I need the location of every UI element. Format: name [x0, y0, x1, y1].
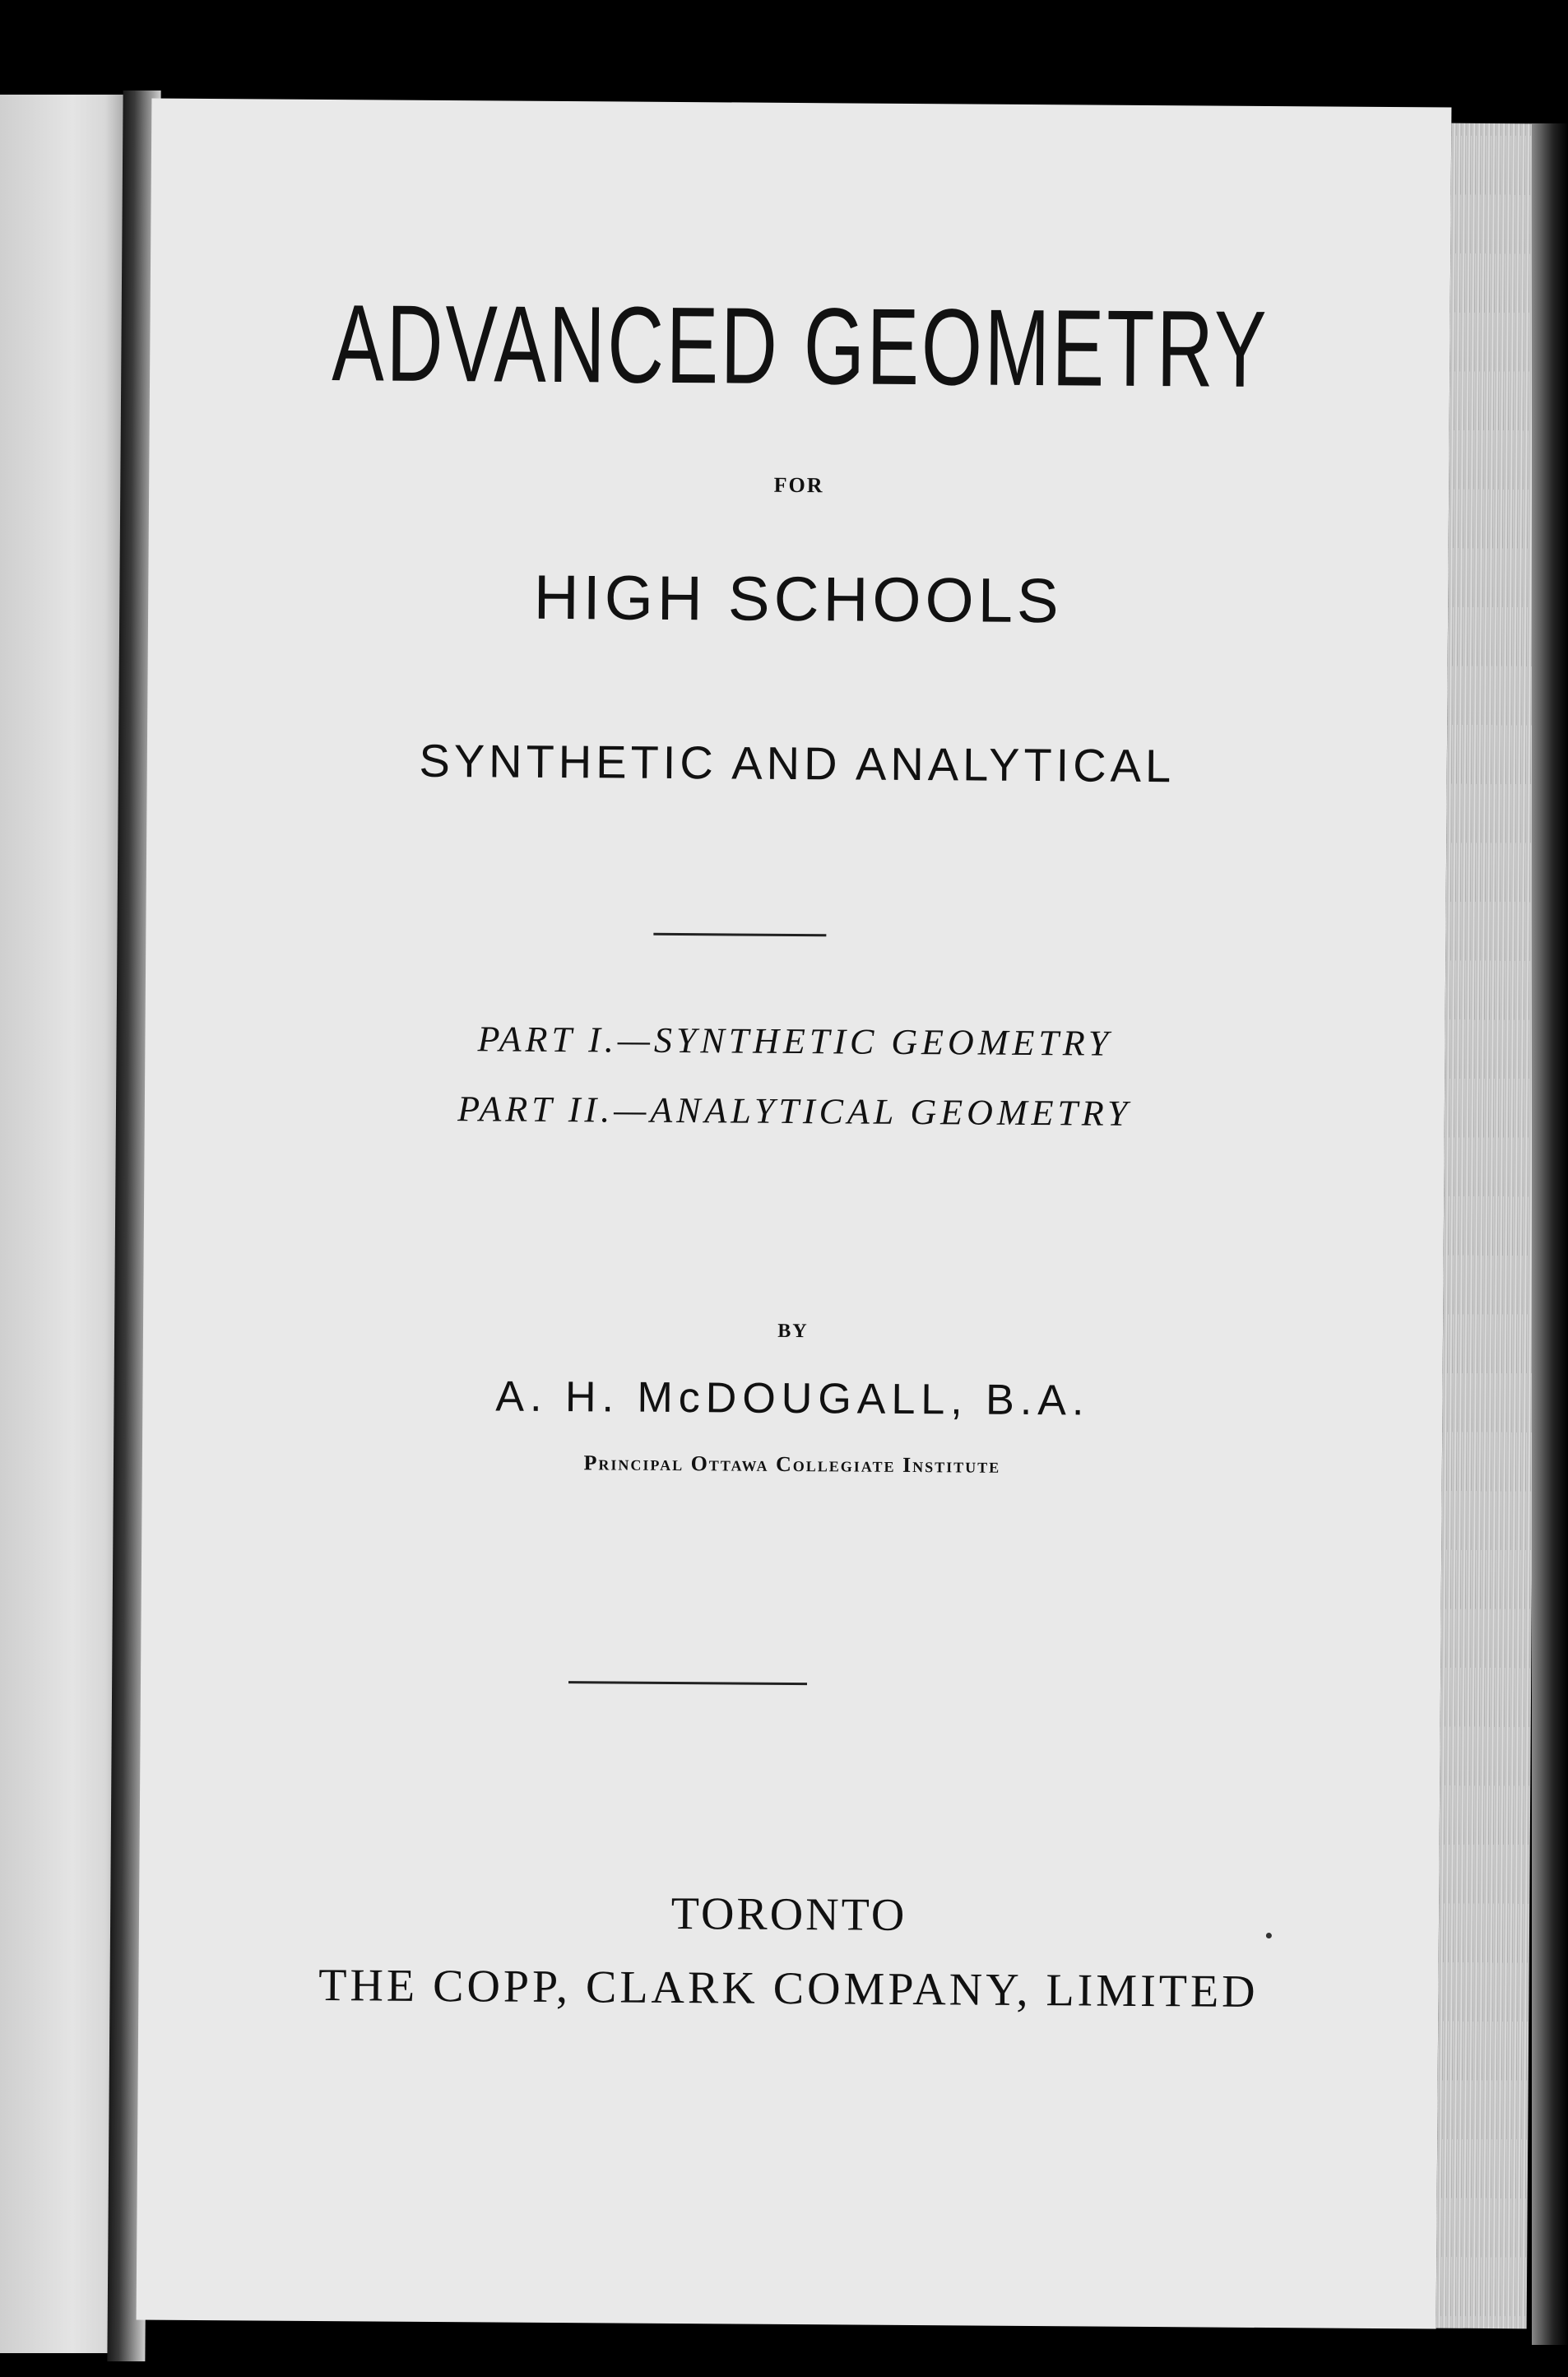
publisher-city: TORONTO: [670, 1887, 907, 1941]
part-one-line: PART I.—SYNTHETIC GEOMETRY: [477, 1019, 1113, 1064]
title-page: [137, 99, 1452, 2329]
page-edges: [1436, 123, 1542, 2329]
part-two-line: PART II.—ANALYTICAL GEOMETRY: [457, 1089, 1132, 1134]
publisher-name: THE COPP, CLARK COMPANY, LIMITED: [318, 1959, 1259, 2017]
scan-speck: [1266, 1933, 1272, 1938]
divider-rule: [653, 933, 826, 936]
book-title: ADVANCED GEOMETRY: [332, 282, 1269, 411]
divider-rule: [568, 1681, 807, 1685]
title-page-content: [137, 99, 1452, 2329]
for-label: FOR: [773, 472, 824, 498]
author-affiliation: Principal Ottawa Collegiate Institute: [583, 1451, 1001, 1478]
book-subtitle: SYNTHETIC AND ANALYTICAL: [419, 734, 1176, 792]
book-subject: HIGH SCHOOLS: [533, 562, 1063, 637]
author-name: A. H. McDOUGALL, B.A.: [495, 1372, 1090, 1425]
page-edges-shadow: [1532, 123, 1568, 2345]
by-label: BY: [777, 1320, 809, 1343]
